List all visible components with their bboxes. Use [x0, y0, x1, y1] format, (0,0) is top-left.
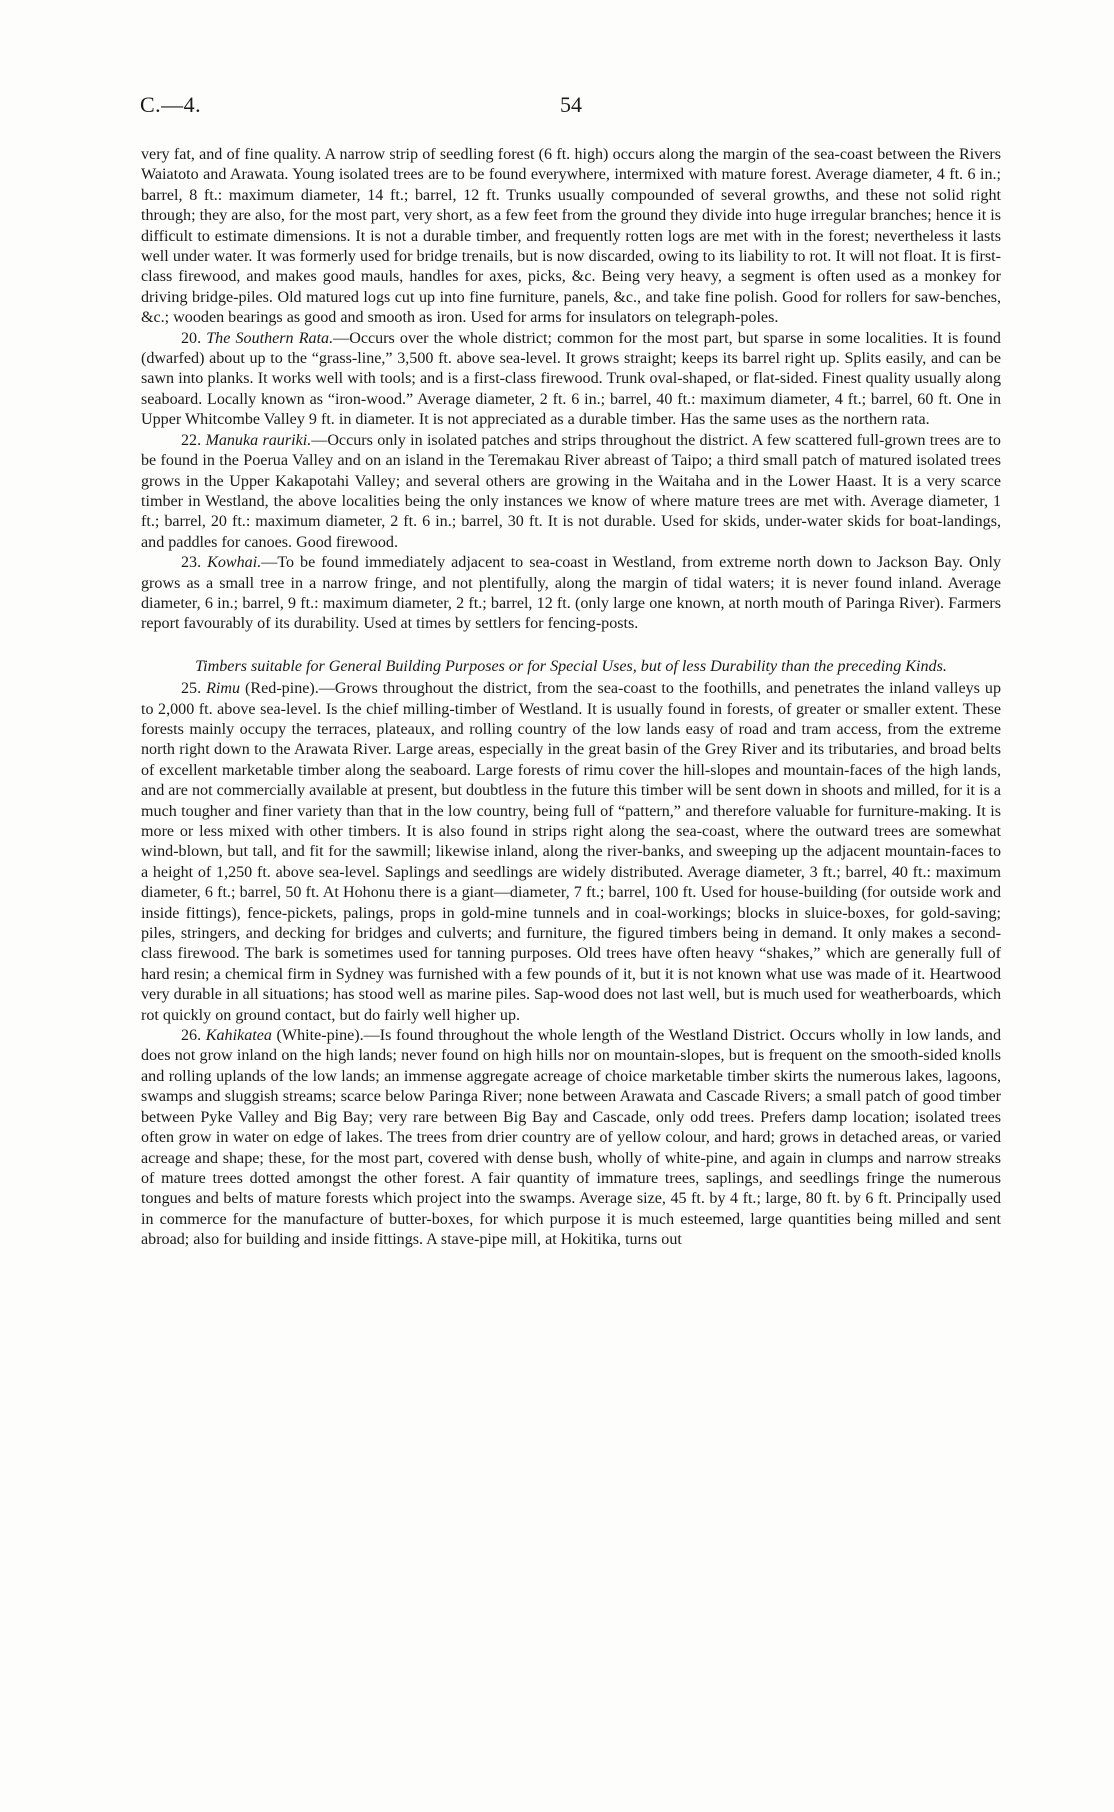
- page-number: 54: [560, 92, 582, 117]
- entry-separator: —: [261, 554, 278, 572]
- entry-number: 20.: [181, 329, 202, 347]
- intro-paragraph: very fat, and of fine quality. A narrow strip of seedling forest (6 ft. high) occurs along the margin of the sea-coast between the Rivers Waiatoto and Arawata. Young isolated trees are to be found everywhere, intermixed with mature forest. Average diameter, 4 ft. 6 in.; barrel, 8 ft.: maximum diameter, 14 ft.; barrel, 12 ft. Trunks usually compounded of several growths, and these not solid right through; they are also, for the most part, very short, as a few feet from the ground they divide into huge irregular branches; hence it is difficult to estimate dimensions. It is not a durable timber, and frequently rotten logs are met with in the forest; nevertheless it lasts well under water. It was formerly used for bridge trenails, but is now discarded, owing to its liability to rot. It will not float. It is first-class firewood, and makes good mauls, handles for axes, picks, &c. Being very heavy, a segment is often used as a monkey for driving bridge-piles. Old matured logs cut up into fine furniture, panels, &c., and take fine polish. Good for rollers for saw-benches, &c.; wooden bearings as good and smooth as iron. Used for arms for insulators on telegraph-poles.: [141, 146, 1001, 327]
- entry-name: Kahikatea: [205, 1027, 272, 1045]
- entry-manuka-rauriki: [141, 431, 1001, 553]
- entry-number: 23.: [181, 554, 202, 572]
- entry-kowhai: [141, 553, 1001, 635]
- entry-separator: (White-pine).—: [271, 1027, 380, 1045]
- entry-text: Is found throughout the whole length of the Westland District. Occurs wholly in low lands, and does not grow inland on the high lands; never found on high hills nor on mountain-slopes, but is frequent on the smooth-sided knolls and rolling uplands of the low lands; an immense aggregate acreage of choice marketable timber skirts the numerous lakes, lagoons, swamps and sluggish streams; scarce below Paringa River; none between Arawata and Cascade Rivers; a small patch of good timber between Pyke Valley and Big Bay; very rare between Big Bay and Cascade, only odd trees. Prefers damp location; isolated trees often grow in water on edge of lakes. The trees from drier country are of yellow colour, and hard; grows in detached areas, or varied acreage and shape; these, for the most part, covered with dense bush, wholly of white-pine, and again in clumps and narrow streaks of mature trees dotted amongst the other forest. A fair quantity of immature trees, saplings, and seedlings fringe the numerous tongues and belts of mature forests which project into the swamps. Average size, 45 ft. by 4 ft.; large, 80 ft. by 6 ft. Principally used in commerce for the manufacture of butter-boxes, for which purpose it is much esteemed, large quantities being milled and sent abroad; also for building and inside fittings. A stave-pipe mill, at Hokitika, turns out: [141, 1027, 1001, 1249]
- page-body: [141, 145, 1001, 1251]
- entry-name: Rimu: [206, 680, 241, 698]
- entry-text: Grows throughout the district, from the sea-coast to the foothills, and penetrates the inland valleys up to 2,000 ft. above sea-level. Is the chief milling-timber of Westland. It is usually found in forests, of greater or smaller extent. These forests mainly occupy the terraces, plateaux, and rolling country of the low lands easy of road and tram access, from the extreme north right down to the Arawata River. Large areas, especially in the great basin of the Grey River and its tributaries, and broad belts of excellent marketable timber along the seaboard. Large forests of rimu cover the hill-slopes and mountain-faces of the high lands, and are not commercially available at present, but doubtless in the future this timber will be sent down in shoots and milled, for it is a much tougher and finer variety than that in the low country, being full of “pattern,” and therefore valuable for furniture-making. It is more or less mixed with other timbers. It is also found in strips right along the sea-coast, where the outward trees are somewhat wind-blown, but tall, and fit for the sawmill; likewise inland, along the river-banks, and sweeping up the adjacent mountain-faces to a height of 1,250 ft. above sea-level. Saplings and seedlings are widely distributed. Average diameter, 3 ft.; barrel, 40 ft.: maximum diameter, 6 ft.; barrel, 50 ft. At Hohonu there is a giant—diameter, 7 ft.; barrel, 100 ft. Used for house-building (for outside work and inside fittings), fence-pickets, palings, props in gold-mine tunnels and in coal-workings; blocks in sluice-boxes, for gold-saving; piles, stringers, and decking for bridges and culverts; and furniture, the figured timbers being in demand. It only makes a second-class firewood. The bark is sometimes used for tanning purposes. Old trees have often heavy “shakes,” which are generally full of hard resin; a chemical firm in Sydney was furnished with a few pounds of it, but it is not known what use was made of it. Heartwood very durable in all situations; has stood well as marine piles. Sap-wood does not last well, but is much used for weatherboards, which rot quickly on ground contact, but do fairly well higher up.: [141, 680, 1001, 1024]
- entry-text: Occurs over the whole district; common for the most part, but sparse in some localities. It is found (dwarfed) about up to the “grass-line,” 3,500 ft. above sea-level. It grows straight; keeps its barrel right up. Splits easily, and can be sawn into planks. It works well with tools; and is a first-class firewood. Trunk oval-shaped, or flat-sided. Finest quality usually along seaboard. Locally known as “iron-wood.” Average diameter, 2 ft. 6 in.; barrel, 40 ft.: maximum diameter, 4 ft.; barrel, 60 ft. One in Upper Whitcombe Valley 9 ft. in diameter. It is not appreciated as a durable timber. Has the same uses as the northern rata.: [141, 329, 1001, 429]
- document-code: C.—4.: [140, 92, 202, 117]
- entry-number: 22.: [181, 431, 202, 449]
- entry-separator: —: [333, 329, 350, 347]
- entry-text: To be found immediately adjacent to sea-coast in Westland, from extreme north down to Jackson Bay. Only grows as a small tree in a narrow fringe, and not plentifully, along the margin of tidal waters; it is never found inland. Average diameter, 6 in.; barrel, 9 ft.: maximum diameter, 2 ft.; barrel, 12 ft. (only large one known, at north mouth of Paringa River). Farmers report favourably of its durability. Used at times by settlers for fencing-posts.: [141, 554, 1002, 633]
- entry-number: 26.: [181, 1027, 202, 1045]
- entry-separator: —: [311, 431, 328, 449]
- entry-separator: (Red-pine).—: [240, 680, 335, 698]
- entry-rimu: [141, 679, 1001, 1026]
- entry-name: Kowhai.: [207, 554, 262, 572]
- page-header: [140, 92, 990, 124]
- entry-name: Manuka rauriki.: [205, 431, 312, 449]
- entry-name: The Southern Rata.: [206, 329, 334, 347]
- entry-text: Occurs only in isolated patches and strips throughout the district. A few scattered full-grown trees are to be found in the Poerua Valley and on an island in the Teremakau River abreast of Taipo; a third small patch of matured isolated trees grows in the Upper Kakapotahi Valley; and several others are growing in the Waitaha and in the Lower Haast. It is a very scarce timber in Westland, the above localities being the only instances we know of where mature trees are met with. Average diameter, 1 ft.; barrel, 20 ft.: maximum diameter, 2 ft. 6 in.; barrel, 30 ft. It is not durable. Used for skids, under-water skids for boat-landings, and paddles for canoes. Good firewood.: [141, 431, 1001, 551]
- entry-kahikatea: [141, 1026, 1001, 1250]
- section-heading: Timbers suitable for General Building Purposes or for Special Uses, but of less Durability than the preceding Kinds.: [195, 657, 947, 675]
- entry-number: 25.: [181, 680, 202, 698]
- entry-southern-rata: [141, 329, 1001, 431]
